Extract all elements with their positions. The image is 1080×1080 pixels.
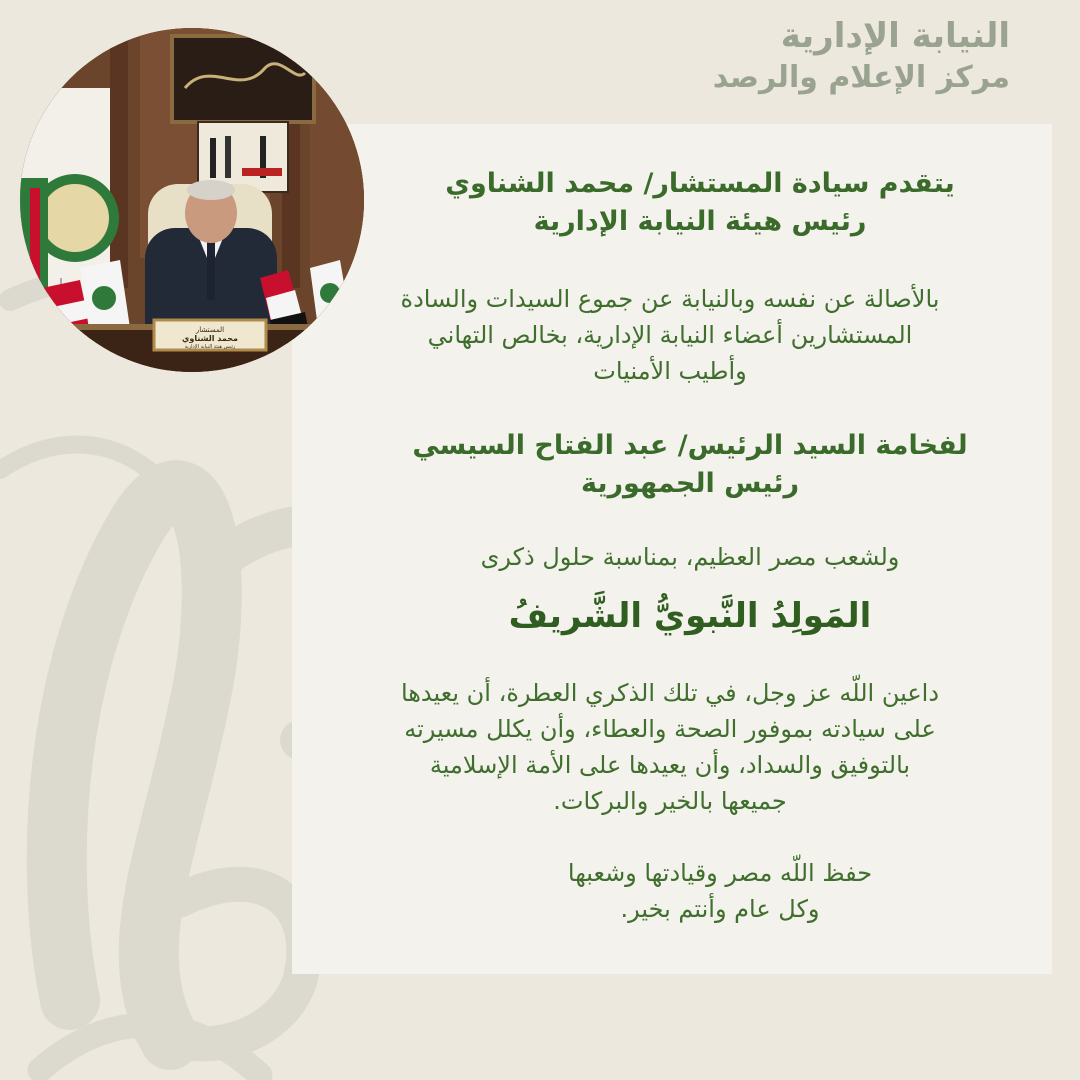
prayer-line: جميعها بالخير والبركات.	[553, 787, 787, 815]
prayer-line: على سيادته بموفور الصحة والعطاء، وأن يكلل مسيرته	[404, 715, 936, 743]
message-content	[300, 165, 1040, 927]
prayer-line: داعين اللّه عز وجل، في تلك الذكري العطرة، أن يعيدها	[400, 679, 940, 707]
recipient-block	[300, 427, 1040, 503]
prayer-paragraph	[300, 675, 1040, 819]
prayer-line: بالتوفيق والسداد، وأن يعيدها على الأمة الإسلامية	[429, 751, 911, 779]
nameplate-title: المستشار	[195, 326, 225, 334]
recipient-name: لفخامة السيد الرئيس/ عبد الفتاح السيسي	[412, 430, 968, 461]
closing-line: وكل عام وأنتم بخير.	[620, 895, 820, 923]
recipient-title: رئيس الجمهورية	[580, 468, 800, 499]
sender-title: رئيس هيئة النيابة الإدارية	[533, 206, 867, 237]
greeting-line: بالأصالة عن نفسه وبالنيابة عن جموع السيدات والسادة	[400, 285, 940, 313]
greeting-line: وأطيب الأمنيات	[593, 357, 747, 385]
closing-paragraph	[300, 855, 1040, 927]
header	[610, 14, 1010, 98]
org-name: النيابة الإدارية	[780, 16, 1010, 56]
greeting-paragraph	[300, 281, 1040, 389]
sender-block	[300, 165, 1040, 241]
occasion-title: المَولِدُ النَّبويُّ الشَّريفُ	[508, 596, 872, 636]
nameplate-name: محمد الشناوي	[182, 334, 238, 343]
center-name: مركز الإعلام والرصد	[712, 60, 1010, 95]
nameplate-position: رئيس هيئة النيابة الإدارية	[184, 344, 236, 350]
occasion-intro: ولشعب مصر العظيم، بمناسبة حلول ذكرى	[480, 543, 900, 571]
sender-name: يتقدم سيادة المستشار/ محمد الشناوي	[445, 168, 955, 199]
closing-line: حفظ اللّه مصر وقيادتها وشعبها	[567, 859, 873, 887]
greeting-line: المستشارين أعضاء النيابة الإدارية، بخالص التهاني	[427, 321, 913, 349]
